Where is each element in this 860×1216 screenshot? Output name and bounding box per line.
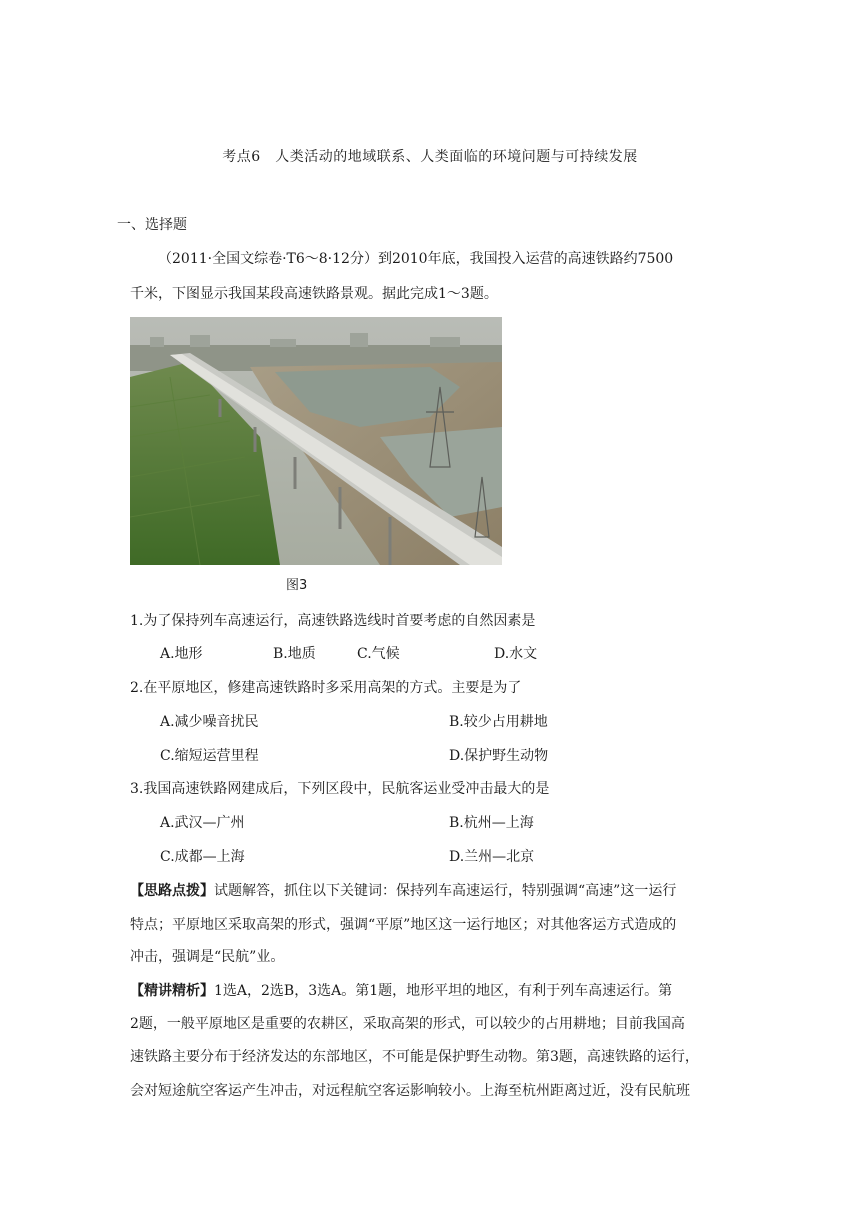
question-3-option-a: A.武汉—广州	[160, 815, 245, 831]
question-2-stem: 2.在平原地区，修建高速铁路时多采用高架的方式。主要是为了	[130, 680, 522, 696]
question-3-option-b: B.杭州—上海	[449, 815, 534, 831]
hint-line-3: 冲击，强调是“民航”业。	[130, 949, 285, 965]
page-title: 考点6 人类活动的地域联系、人类面临的环境问题与可持续发展	[222, 149, 638, 165]
question-1-option-d: D.水文	[494, 646, 538, 662]
question-1-option-a: A.地形	[160, 646, 203, 662]
question-1-option-c: C.气候	[357, 646, 400, 662]
question-2-option-a: A.减少噪音扰民	[160, 714, 259, 730]
analysis-line-3: 速铁路主要分布于经济发达的东部地区，不可能是保护野生动物。第3题，高速铁路的运行，	[130, 1049, 699, 1065]
railway-photo	[130, 317, 502, 565]
analysis-line-4: 会对短途航空客运产生冲击，对远程航空客运影响较小。上海至杭州距离过近，没有民航班	[130, 1083, 690, 1099]
hint-text-1: 试题解答，抓住以下关键词：保持列车高速运行，特别强调“高速”这一运行	[214, 883, 677, 899]
analysis-label: 【精讲精析】	[130, 983, 214, 999]
question-3-option-c: C.成都—上海	[160, 849, 245, 865]
figure-caption: 图3	[286, 578, 308, 593]
intro-line-2: 千米，下图显示我国某段高速铁路景观。据此完成1～3题。	[130, 286, 498, 302]
hint-label: 【思路点拨】	[130, 883, 214, 899]
question-2-option-c: C.缩短运营里程	[160, 748, 259, 764]
analysis-line-1	[130, 980, 730, 1000]
hint-line-1	[130, 880, 730, 900]
intro-line-1: （2011·全国文综卷·T6～8·12分）到2010年底，我国投入运营的高速铁路约7500	[158, 251, 674, 267]
question-2-option-d: D.保护野生动物	[449, 748, 549, 764]
hint-line-2: 特点；平原地区采取高架的形式，强调“平原”地区这一运行地区；对其他客运方式造成的	[130, 917, 677, 933]
analysis-line-2: 2题，一般平原地区是重要的农耕区，采取高架的形式，可以较少的占用耕地；目前我国高	[130, 1016, 685, 1032]
question-3-stem: 3.我国高速铁路网建成后，下列区段中，民航客运业受冲击最大的是	[130, 781, 550, 797]
analysis-text-1: 1选A，2选B，3选A。第1题，地形平坦的地区，有利于列车高速运行。第	[214, 983, 673, 999]
section-heading: 一、选择题	[117, 217, 187, 233]
question-2-option-b: B.较少占用耕地	[449, 714, 548, 730]
question-3-option-d: D.兰州—北京	[449, 849, 535, 865]
question-1-option-b: B.地质	[273, 646, 316, 662]
question-1-stem: 1.为了保持列车高速运行，高速铁路选线时首要考虑的自然因素是	[130, 613, 536, 629]
